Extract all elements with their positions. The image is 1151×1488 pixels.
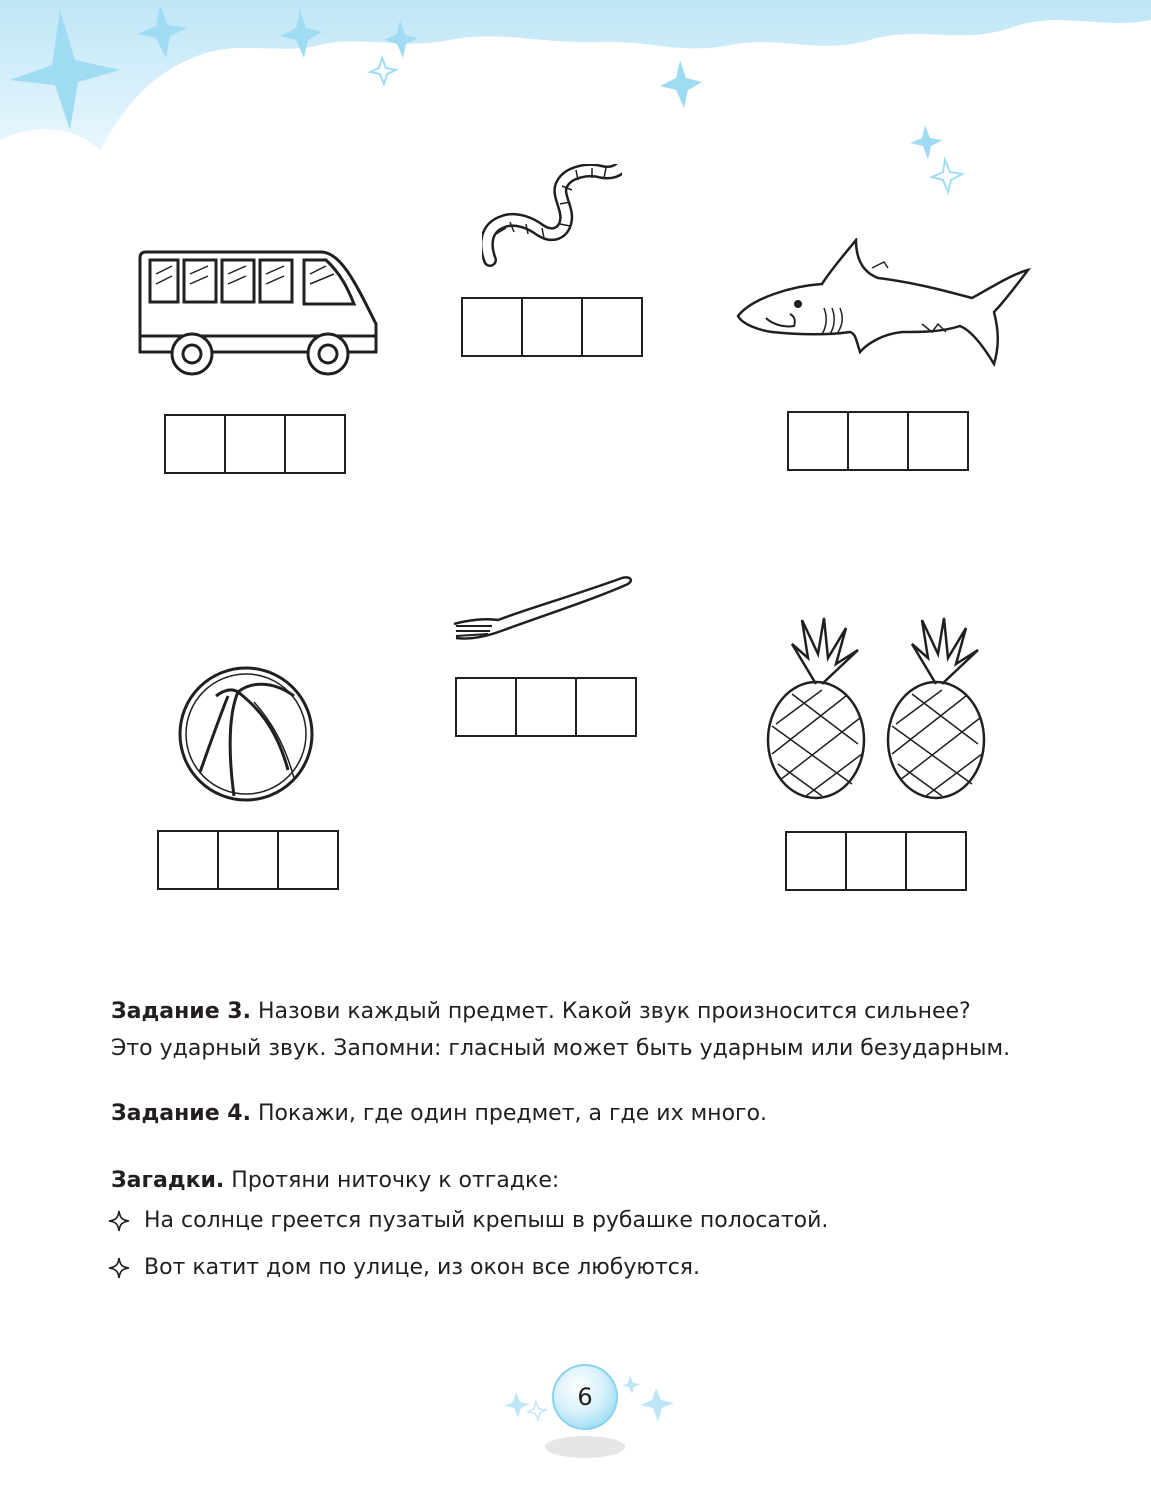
answer-cell[interactable]: [159, 832, 219, 888]
answer-cell[interactable]: [219, 832, 279, 888]
riddles-text: Протяни ниточку к отгадке:: [231, 1168, 560, 1193]
answer-boxes-shark[interactable]: [787, 411, 969, 471]
answer-boxes-bus[interactable]: [164, 414, 346, 474]
ball-picture: [176, 666, 316, 802]
task-3-line2: Это ударный звук. Запомни: гласный может быть ударным или безударным.: [111, 1036, 1011, 1061]
task-4-label: Задание 4.: [111, 1101, 251, 1126]
answer-cell[interactable]: [286, 416, 344, 472]
riddle-item: [108, 1255, 700, 1280]
task-3: [111, 993, 1111, 1067]
shark-picture: [732, 238, 1032, 368]
answer-cell[interactable]: [847, 833, 907, 889]
answer-cell[interactable]: [907, 833, 965, 889]
answer-cell[interactable]: [523, 299, 583, 355]
answer-cell[interactable]: [909, 413, 967, 469]
answer-boxes-ball[interactable]: [157, 830, 339, 890]
answer-cell[interactable]: [789, 413, 849, 469]
riddle-text: На солнце греется пузатый крепыш в рубашке полосатой.: [144, 1208, 829, 1233]
answer-cell[interactable]: [463, 299, 523, 355]
answer-cell[interactable]: [279, 832, 337, 888]
answer-cell[interactable]: [577, 679, 635, 735]
answer-cell[interactable]: [166, 416, 226, 472]
task-4-text: Покажи, где один предмет, а где их много.: [257, 1101, 768, 1126]
answer-cell[interactable]: [226, 416, 286, 472]
task-3-text: Назови каждый предмет. Какой звук произносится сильнее?: [257, 999, 971, 1024]
task-4: [111, 1095, 1111, 1132]
sparkle-icon: [108, 1257, 130, 1279]
riddles-label: Загадки.: [111, 1168, 225, 1193]
answer-cell[interactable]: [849, 413, 909, 469]
page-number: [552, 1364, 618, 1430]
answer-cell[interactable]: [583, 299, 641, 355]
answer-boxes-fork[interactable]: [455, 677, 637, 737]
sparkle-icon: [108, 1210, 130, 1232]
answer-cell[interactable]: [787, 833, 847, 889]
page-number-shadow: [545, 1436, 625, 1458]
page-number-text: 6: [577, 1383, 593, 1411]
fork-picture: [452, 574, 634, 644]
answer-cell[interactable]: [457, 679, 517, 735]
worm-picture: [482, 164, 622, 270]
answer-cell[interactable]: [517, 679, 577, 735]
answer-boxes-pineapples[interactable]: [785, 831, 967, 891]
bus-picture: [136, 244, 384, 380]
task-3-label: Задание 3.: [111, 999, 251, 1024]
pineapples-picture: [762, 614, 990, 800]
riddles-heading: [111, 1162, 1111, 1199]
riddle-text: Вот катит дом по улице, из окон все любуются.: [144, 1255, 701, 1280]
answer-boxes-worm[interactable]: [461, 297, 643, 357]
riddle-item: [108, 1208, 828, 1233]
